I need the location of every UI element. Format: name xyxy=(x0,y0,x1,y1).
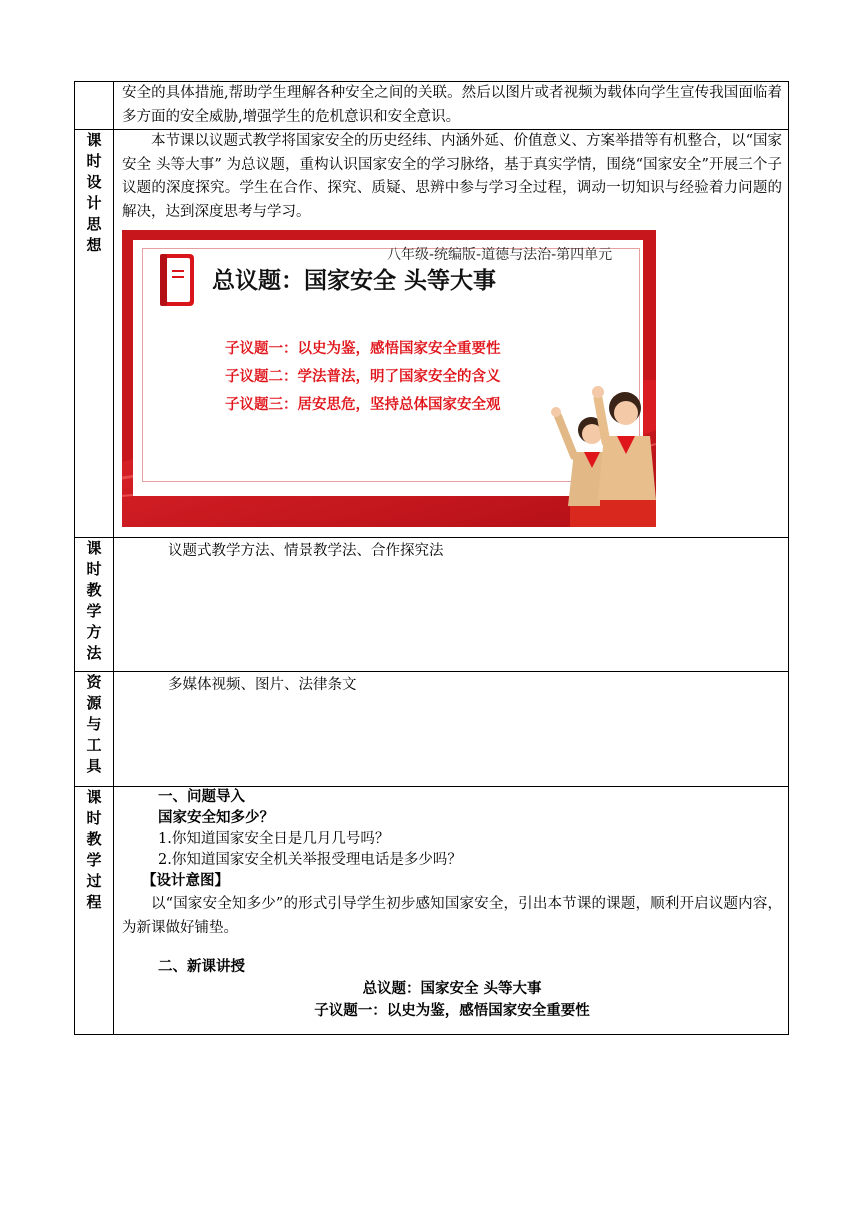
process-label-cell xyxy=(75,787,114,1035)
resources-label-cell xyxy=(75,672,114,787)
resources-row xyxy=(75,672,789,787)
continuation-content-cell xyxy=(114,82,789,130)
banner-title: 总议题：国家安全 头等大事 xyxy=(212,268,497,294)
design-row xyxy=(75,130,789,538)
continuation-text: 安全的具体措施,帮助学生理解各种安全之间的关联。然后以图片或者视频为载体向学生宣传我国面临着多方面的安全威胁,增强学生的危机意识和安全意识。 xyxy=(122,85,782,125)
methods-text: 议题式教学方法、情景教学法、合作探究法 xyxy=(168,543,444,559)
section2-heading: 二、新课讲授 xyxy=(158,959,245,975)
design-label-cell xyxy=(75,130,114,538)
process-content-cell xyxy=(114,787,789,1035)
process-label: 课 时 教 学 过 程 xyxy=(86,788,102,911)
continuation-label-cell xyxy=(75,82,114,130)
design-content-cell xyxy=(114,130,789,538)
resources-label: 资 源 与 工 具 xyxy=(86,673,102,775)
design-text: 本节课以议题式教学将国家安全的历史经纬、内涵外延、价值意义、方案举措等有机整合，以“国家安全 头等大事” 为总议题，重构认识国家安全的学习脉络，基于真实学情，围绕“国家安全”开展三个子议题的深度探究。学生在合作、探究、质疑、思辨中参与学习全过程，调动一切知识与经验着力问题的解决，达到深度思考与学习。 xyxy=(122,133,782,220)
design-label: 课 时 设 计 思 想 xyxy=(86,131,102,254)
methods-label-cell xyxy=(75,538,114,672)
topic-banner-image xyxy=(122,230,656,527)
saluting-pioneers-illustration xyxy=(122,230,656,527)
continuation-row xyxy=(75,82,789,130)
resources-content-cell xyxy=(114,672,789,787)
banner-subtopic-2: 子议题二：学法普法，明了国家安全的含义 xyxy=(225,369,501,385)
question-1: 1.你知道国家安全日是几月几号吗？ xyxy=(158,831,390,847)
banner-grade-text: 八年级-统编版-道德与法治-第四单元 xyxy=(387,247,613,263)
methods-label: 课 时 教 学 方 法 xyxy=(86,539,102,662)
design-intent-label: 【设计意图】 xyxy=(142,873,229,889)
banner-subtopic-3: 子议题三：居安思危，坚持总体国家安全观 xyxy=(225,397,501,413)
section1-heading: 一、问题导入 xyxy=(158,789,245,805)
subtopic-1-heading: 子议题一：以史为鉴，感悟国家安全重要性 xyxy=(314,1003,590,1019)
question-2: 2.你知道国家安全机关举报受理电话是多少吗？ xyxy=(158,852,462,868)
methods-content-cell xyxy=(114,538,789,672)
quiz-title: 国家安全知多少？ xyxy=(158,810,274,826)
process-row xyxy=(75,787,789,1035)
design-intent-text: 以“国家安全知多少”的形式引导学生初步感知国家安全，引出本节课的课题，顺利开启议题内容，为新课做好铺垫。 xyxy=(122,896,782,936)
lesson-plan-table xyxy=(74,81,789,1035)
methods-row xyxy=(75,538,789,672)
resources-text: 多媒体视频、图片、法律条文 xyxy=(168,677,357,693)
main-topic-heading: 总议题：国家安全 头等大事 xyxy=(362,981,542,997)
banner-subtopic-1: 子议题一：以史为鉴，感悟国家安全重要性 xyxy=(225,341,501,357)
